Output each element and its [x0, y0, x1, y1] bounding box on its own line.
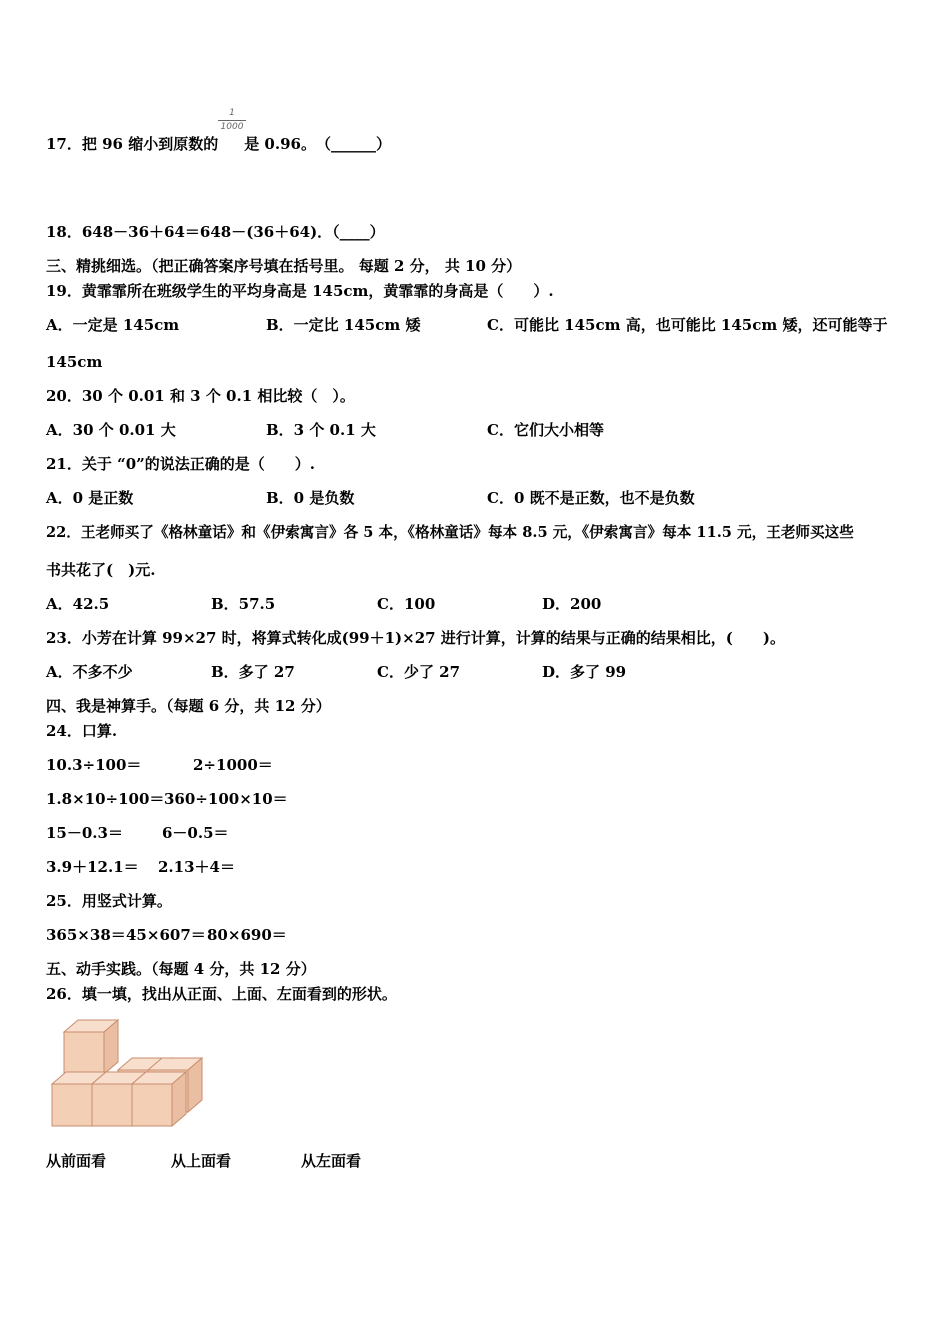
q20-option-c: C．它们大小相等 [487, 421, 604, 439]
q24-item: 6－0.5＝ [162, 824, 229, 842]
fraction-bar [218, 120, 246, 121]
q23-option-b: B．多了 27 [211, 663, 295, 681]
q24-item: 10.3÷100＝ [46, 756, 142, 774]
fraction-numerator: 1 [229, 108, 235, 118]
cube [64, 1020, 118, 1074]
q17-prefix: 17．把 96 缩小到原数的 [46, 135, 219, 153]
q22-option-b: B．57.5 [211, 595, 276, 613]
cube [132, 1072, 186, 1126]
view-front-label: 从前面看 [46, 1152, 107, 1170]
q21-option-c: C．0 既不是正数，也不是负数 [487, 489, 695, 507]
q25-item: 45×607＝ [126, 926, 206, 944]
q24-item: 15－0.3＝ [46, 824, 123, 842]
q17-fraction [218, 108, 246, 133]
q22-stem: 22．王老师买了《格林童话》和《伊索寓言》各 5 本，《格林童话》每本 8.5 元，《伊索寓言》每本 11.5 元，王老师买这些 [46, 524, 854, 541]
view-left-label: 从左面看 [301, 1152, 362, 1170]
section-5-title: 五、动手实践。（每题 4 分，共 12 分） [46, 960, 316, 978]
q25-item: 365×38＝ [46, 926, 126, 944]
q25-item: 80×690＝ [207, 926, 287, 944]
q19-option-c: C．可能比 145cm 高，也可能比 145cm 矮，还可能等于 [487, 316, 888, 334]
q23-option-c: C．少了 27 [377, 663, 461, 681]
q24-stem: 24．口算. [46, 722, 118, 740]
section-3-title: 三、精挑细选。（把正确答案序号填在括号里。 每题 2 分， 共 10 分） [46, 257, 522, 275]
q23-stem: 23．小芳在计算 99×27 时，将算式转化成(99＋1)×27 进行计算，计算的结果与正确的结果相比，( )。 [46, 629, 786, 647]
q22-option-a: A．42.5 [46, 595, 110, 613]
q21-option-b: B．0 是负数 [266, 489, 355, 507]
q19-option-c-continued: 145cm [46, 353, 103, 371]
q20-stem: 20．30 个 0.01 和 3 个 0.1 相比较（ ）。 [46, 387, 355, 405]
q19-stem: 19．黄霏霏所在班级学生的平均身高是 145cm，黄霏霏的身高是（ ）. [46, 282, 554, 300]
q26-stem: 26．填一填，找出从正面、上面、左面看到的形状。 [46, 985, 397, 1003]
q21-stem: 21．关于 “0”的说法正确的是（ ）. [46, 455, 316, 473]
q22-option-d: D．200 [542, 595, 602, 613]
q22-stem-continued: 书共花了( )元. [46, 561, 156, 579]
q19-option-a: A．一定是 145cm [46, 316, 180, 334]
q20-option-a: A．30 个 0.01 大 [46, 421, 176, 439]
q24-item: 2÷1000＝ [193, 756, 273, 774]
q24-item: 3.9＋12.1＝ [46, 858, 139, 876]
q23-option-d: D．多了 99 [542, 663, 627, 681]
view-top-label: 从上面看 [171, 1152, 232, 1170]
q17-suffix: 是 0.96。 （______） [244, 135, 391, 153]
q20-option-b: B．3 个 0.1 大 [266, 421, 376, 439]
section-4-title: 四、我是神算手。（每题 6 分，共 12 分） [46, 697, 331, 715]
q24-item: 2.13＋4＝ [158, 858, 235, 876]
q19-option-b: B．一定比 145cm 矮 [266, 316, 421, 334]
q17-line [46, 134, 391, 154]
fraction-denominator: 1000 [220, 122, 244, 132]
q25-stem: 25．用竖式计算。 [46, 892, 172, 910]
q18-line: 18．648－36＋64＝648－(36＋64)．（____） [46, 223, 385, 241]
q22-option-c: C．100 [377, 595, 436, 613]
q21-option-a: A．0 是正数 [46, 489, 134, 507]
q24-item: 1.8×10÷100＝ [46, 790, 165, 808]
cube-stack-figure [48, 1018, 208, 1130]
q24-item: 360÷100×10＝ [164, 790, 288, 808]
q23-option-a: A．不多不少 [46, 663, 133, 681]
